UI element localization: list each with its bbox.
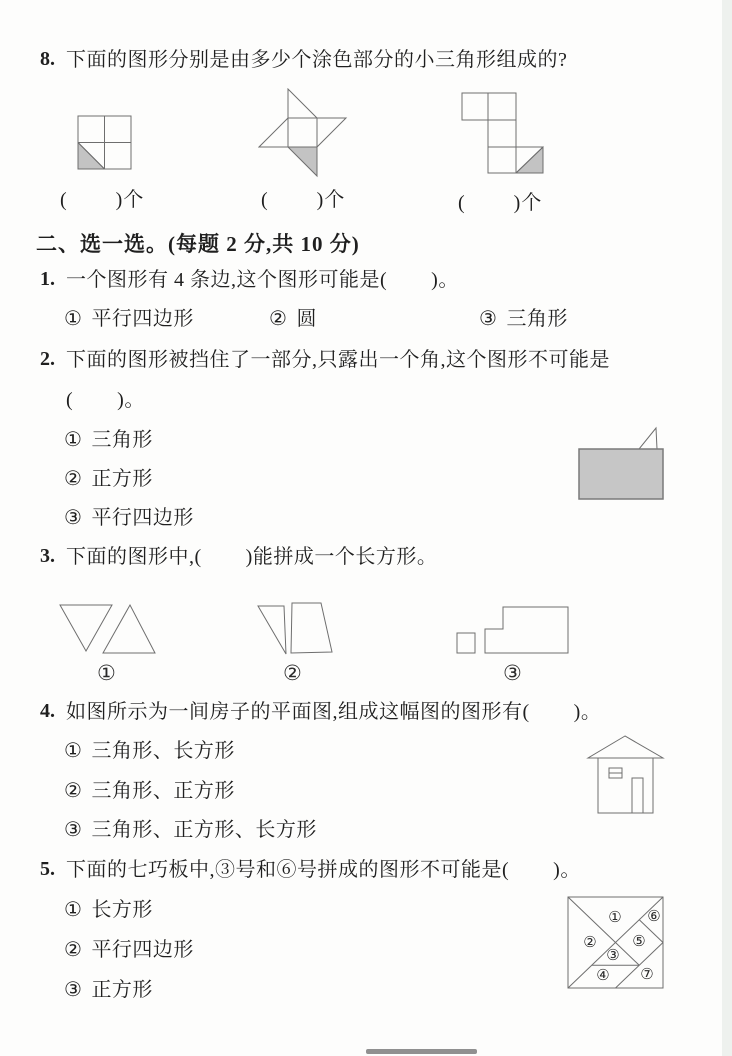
gray-cover-rectangle — [579, 449, 663, 499]
option-label: 三角形、长方形 — [91, 740, 235, 762]
tangram-piece-5-label: ⑤ — [632, 934, 646, 950]
tangram-piece-4-label: ④ — [596, 968, 610, 984]
q1-option-1 — [64, 307, 194, 331]
option-marker: ② — [269, 308, 288, 330]
question-5-number: 5. — [40, 858, 55, 880]
question-2-number: 2. — [40, 348, 55, 370]
q4-option-1 — [64, 739, 235, 763]
shaded-triangle — [288, 147, 317, 176]
tangram-piece-3-label: ③ — [606, 948, 620, 964]
q2-figure-covered-shape — [570, 420, 680, 500]
q3-figure-label-3: ③ — [503, 661, 522, 685]
option-label: 平行四边形 — [91, 939, 194, 961]
question-2-text-line1: 下面的图形被挡住了一部分,只露出一个角,这个图形不可能是 — [66, 349, 610, 371]
q3-figure-3-square-step-polygon — [455, 605, 570, 655]
q3-figure-label-1: ① — [97, 661, 116, 685]
q5-option-1 — [64, 898, 153, 922]
tangram-piece-2-label: ② — [583, 935, 597, 951]
q2-option-1 — [64, 428, 153, 452]
option-label: 平行四边形 — [91, 308, 194, 330]
q5-option-2 — [64, 938, 194, 962]
q5-figure-tangram — [567, 896, 664, 989]
option-label: 正方形 — [91, 468, 153, 490]
option-marker: ① — [64, 899, 83, 921]
option-marker: ③ — [479, 308, 498, 330]
scan-edge-band — [722, 0, 732, 1056]
option-marker: ③ — [64, 979, 83, 1001]
option-marker: ① — [64, 740, 83, 762]
question-8-number: 8. — [40, 48, 55, 70]
question-3-number: 3. — [40, 545, 55, 567]
answer-blank: ( )个 — [261, 189, 346, 211]
answer-blank: ( )个 — [60, 189, 145, 211]
q8-figure-stepped-squares — [461, 92, 545, 175]
question-1-number: 1. — [40, 268, 55, 290]
q2-option-3 — [64, 506, 194, 530]
question-4-number: 4. — [40, 700, 55, 722]
option-label: 圆 — [296, 308, 317, 330]
option-label: 长方形 — [91, 899, 153, 921]
house-roof-triangle — [588, 736, 663, 758]
option-marker: ② — [64, 939, 83, 961]
question-4-text: 如图所示为一间房子的平面图,组成这幅图的图形有( )。 — [66, 701, 602, 723]
q8-figure-pinwheel — [258, 88, 348, 178]
question-1-text: 一个图形有 4 条边,这个图形可能是( )。 — [66, 269, 459, 291]
option-label: 平行四边形 — [91, 507, 194, 529]
scan-smudge — [366, 1049, 477, 1054]
q2-option-2 — [64, 467, 153, 491]
q8-figure-grid-2x2 — [77, 115, 133, 171]
option-marker: ① — [64, 308, 83, 330]
q3-figure-2-triangle-trapezoid — [256, 601, 336, 657]
option-marker: ③ — [64, 507, 83, 529]
peeking-corner-triangle — [639, 428, 657, 449]
option-label: 正方形 — [91, 979, 153, 1001]
q1-option-3 — [479, 307, 568, 331]
q4-option-3 — [64, 818, 317, 842]
option-marker: ③ — [64, 819, 83, 841]
option-marker: ① — [64, 429, 83, 451]
tangram-piece-1-label: ① — [608, 910, 622, 926]
option-label: 三角形、正方形 — [91, 780, 235, 802]
option-label: 三角形 — [506, 308, 568, 330]
q4-figure-house — [586, 726, 666, 816]
house-body-square — [598, 758, 653, 813]
q4-option-2 — [64, 779, 235, 803]
q1-option-2 — [269, 307, 317, 331]
option-label: 三角形 — [91, 429, 153, 451]
section-title: 二、选一选。(每题 2 分,共 10 分) — [36, 232, 360, 256]
tangram-piece-7-label: ⑦ — [640, 967, 654, 983]
question-5-text: 下面的七巧板中,③号和⑥号拼成的图形不可能是( )。 — [66, 859, 581, 881]
question-3-text: 下面的图形中,( )能拼成一个长方形。 — [66, 546, 438, 568]
q3-figure-1-two-triangles — [58, 603, 158, 656]
tangram-piece-6-label: ⑥ — [647, 909, 661, 925]
q5-option-3 — [64, 978, 153, 1002]
answer-blank: ( )个 — [458, 192, 543, 214]
option-label: 三角形、正方形、长方形 — [91, 819, 317, 841]
option-marker: ② — [64, 780, 83, 802]
q3-figure-label-2: ② — [283, 661, 302, 685]
option-marker: ② — [64, 468, 83, 490]
question-8-text: 下面的图形分别是由多少个涂色部分的小三角形组成的? — [66, 49, 568, 71]
question-2-text-line2: ( )。 — [66, 389, 145, 411]
house-door — [632, 778, 643, 813]
